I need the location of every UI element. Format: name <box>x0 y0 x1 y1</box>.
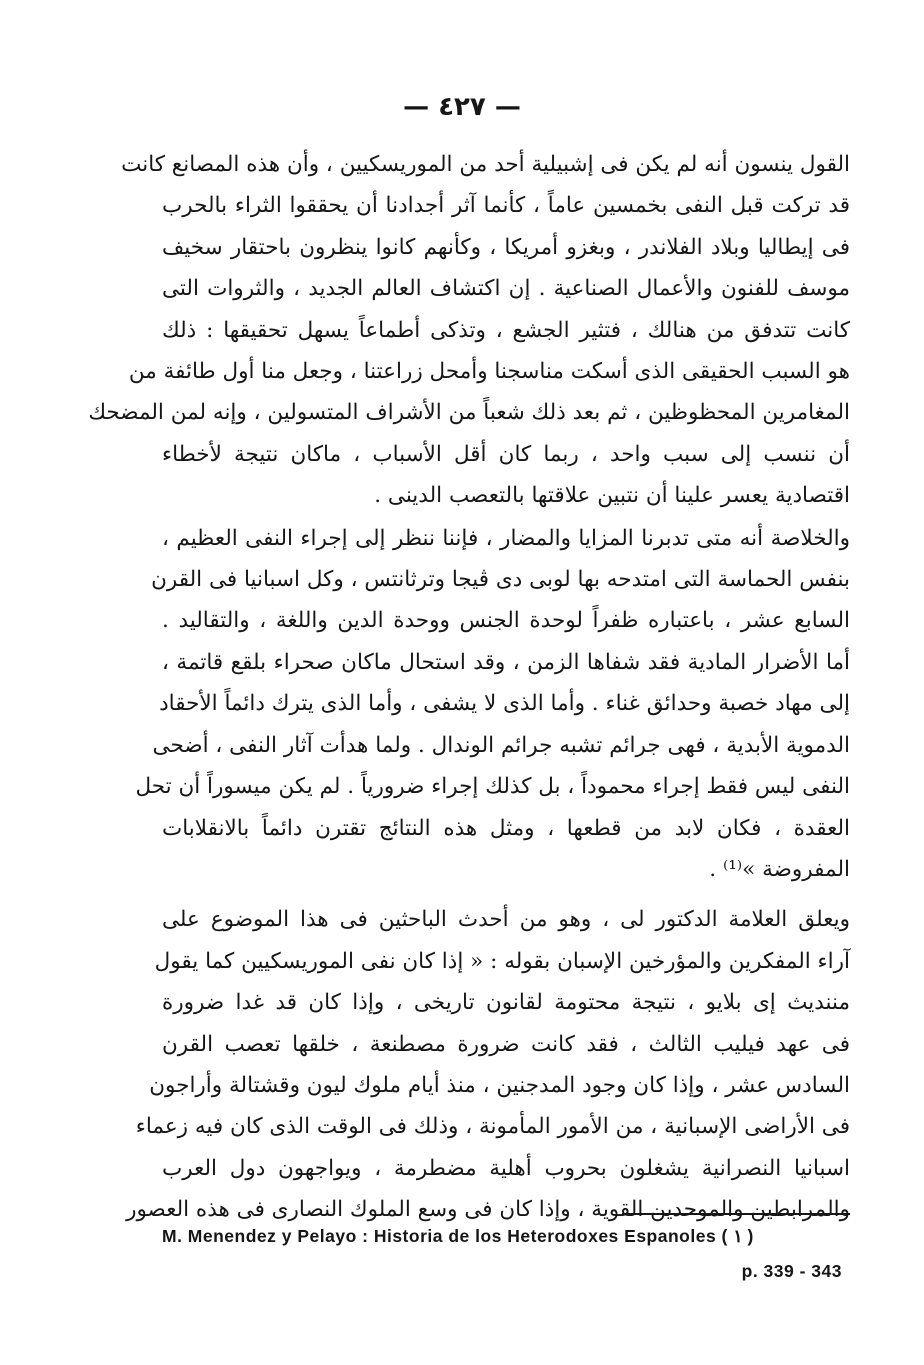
paragraph <box>126 899 850 1230</box>
text-line: فى الأراضى الإسبانية ، من الأمور المأمونة ، وذلك فى الوقت الذى كان فيه زعماء <box>135 1114 850 1140</box>
text-line: أما الأضرار المادية فقد شفاها الزمن ، وقد استحال ماكان صحراء بلقع قاتمة ، <box>162 649 850 675</box>
text-line: إلى مهاد خصبة وحدائق غناء . وأما الذى لا يشفى ، وأما الذى يترك دائماً الأحقاد <box>159 691 850 717</box>
text-line: المغامرين المحظوظين ، ثم بعد ذلك شعباً من الأشراف المتسولين ، وإنه لمن المضحك <box>88 400 850 426</box>
footnote-divider <box>622 1213 850 1215</box>
text-line: النفى ليس فقط إجراء محموداً ، بل كذلك إجراء ضرورياً . لم يكن ميسوراً أن تحل <box>135 774 850 800</box>
text-line: قد تركت قبل النفى بخمسين عاماً ، كأنما آثر أجدادنا أن يحققوا الثراء بالحرب <box>162 193 850 219</box>
text-line: اسبانيا النصرانية يشغلون بحروب أهلية مضطرمة ، ويواجهون دول العرب <box>162 1155 850 1181</box>
text-line: والخلاصة أنه متى تدبرنا المزايا والمضار ، فإننا ننظر إلى إجراء النفى العظيم ، <box>162 525 850 551</box>
footnote-citation: M. Menendez y Pelayo : Historia de los Heterodoxes Espanoles ( ١ ) <box>162 1226 754 1246</box>
text-line: والمرابطين والموحدين القوية ، وإذا كان فى وسع الملوك النصارى فى هذه العصور <box>126 1197 850 1223</box>
text-line: أن ننسب إلى سبب واحد ، ربما كان أقل الأسباب ، ماكان نتيجة لأخطاء <box>162 441 850 467</box>
text-line: ويعلق العلامة الدكتور لى ، وهو من أحدث الباحثين فى هذا الموضوع على <box>162 907 850 933</box>
text-line: بنفس الحماسة التى امتدحه بها لوبى دى ڤيجا وترثانتس ، وكل اسبانيا فى القرن <box>151 567 850 593</box>
text-line: السادس عشر ، وإذا كان وجود المدجنين ، منذ أيام ملوك ليون وقشتالة وأراجون <box>149 1072 850 1098</box>
text-line: كانت تتدفق من هنالك ، فتثير الجشع ، وتذكى أطماعاً يسهل تحقيقها : ذلك <box>162 317 850 343</box>
text-line: مننديث إى بلايو ، نتيجة محتومة لقانون تاريخى ، وإذا كان قد غدا ضرورة <box>162 990 850 1016</box>
paragraph <box>88 144 850 517</box>
text-line: القول ينسون أنه لم يكن فى إشبيلية أحد من الموريسكيين ، وأن هذه المصانع كانت <box>121 152 850 177</box>
text-line: المفروضة »⁽¹⁾ . <box>709 856 850 882</box>
text-line: موسف للفنون والأعمال الصناعية . إن اكتشاف العالم الجديد ، والثروات التى <box>162 276 850 302</box>
text-line: فى إيطاليا وبلاد الفلاندر ، وبغزو أمريكا ، وكأنهم كانوا ينظرون باحتقار سخيف <box>162 234 850 260</box>
text-line: آراء المفكرين والمؤرخين الإسبان بقوله : « إذا كان نفى الموريسكيين كما يقول <box>154 948 850 974</box>
footnote-pages: p. 339 - 343 <box>741 1261 842 1281</box>
footnote <box>162 1226 842 1282</box>
text-line: الدموية الأبدية ، فهى جرائم تشبه جرائم الوندال . ولما هدأت آثار النفى ، أضحى <box>152 732 850 758</box>
page-number: — ٤٢٧ — <box>403 92 521 122</box>
text-line: السابع عشر ، باعتباره ظفراً لوحدة الجنس ووحدة الدين واللغة ، والتقاليد . <box>162 608 850 634</box>
body-text <box>88 144 850 1231</box>
text-line: اقتصادية يعسر علينا أن نتبين علاقتها بالتعصب الدينى . <box>374 483 850 509</box>
text-line: هو السبب الحقيقى الذى أسكت مناسجنا وأمحل زراعتنا ، وجعل منا أول طائفة من <box>128 359 850 385</box>
text-line: فى عهد فيليب الثالث ، فقد كانت ضرورة مصطنعة ، خلقها تعصب القرن <box>162 1031 850 1057</box>
text-line: العقدة ، فكان لابد من قطعها ، ومثل هذه النتائج تقترن دائماً بالانقلابات <box>162 815 850 841</box>
paragraph <box>135 518 850 891</box>
